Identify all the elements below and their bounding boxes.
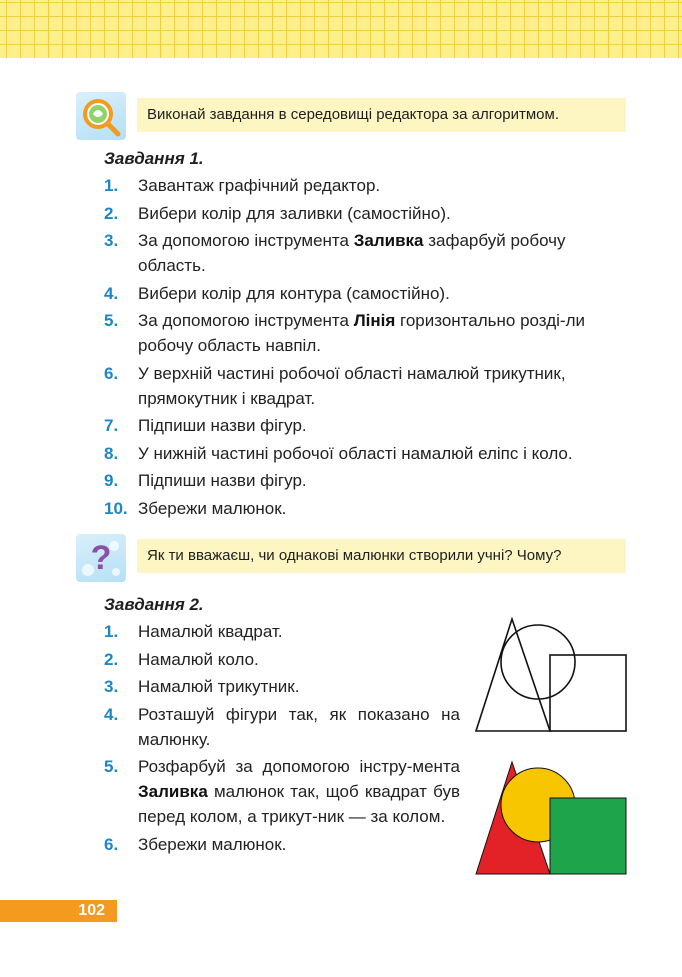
- question-icon: [76, 534, 126, 582]
- outline-shapes-figure: [472, 615, 632, 735]
- question-banner: Як ти вважаєш, чи однакові малюнки створили учні? Чому?: [137, 539, 626, 573]
- step-number: 4.: [104, 283, 119, 303]
- task-2-title: Завдання 2.: [104, 595, 204, 614]
- step-number: 1.: [104, 622, 119, 641]
- page-number: 102: [78, 902, 105, 919]
- step-number: 8.: [104, 443, 119, 463]
- list-item: 6. У верхній частині робочої області намалюй трикутник, прямокутник і квадрат.: [104, 361, 632, 411]
- task-2-steps: [104, 619, 460, 859]
- outline-circle: [501, 625, 575, 699]
- list-item: 4. Вибери колір для контура (самостійно).: [104, 281, 632, 306]
- step-number: 6.: [104, 363, 119, 383]
- list-item: 2. Вибери колір для заливки (самостійно).: [104, 201, 632, 226]
- filled-square: [550, 798, 626, 874]
- svg-text:?: ?: [90, 539, 112, 577]
- step-number: 1.: [104, 176, 119, 195]
- tool-name: Заливка: [353, 231, 424, 250]
- step-number: 9.: [104, 471, 119, 490]
- list-item: 5. Розфарбуй за допомогою інстру-мента Заливка малюнок так, щоб квадрат був перед колом, а трикут-ник — за колом.: [104, 754, 460, 829]
- step-number: 3.: [104, 231, 119, 250]
- list-item: 6. Збережи малюнок.: [104, 832, 460, 857]
- task-1-title: Завдання 1.: [104, 149, 204, 168]
- list-item: 2. Намалюй коло.: [104, 647, 460, 672]
- step-number: 5.: [104, 311, 119, 330]
- list-item: 3. Намалюй трикутник.: [104, 674, 460, 699]
- list-item: 5. За допомогою інструмента Лінія горизонтально розді-ли робочу область навпіл.: [104, 308, 632, 358]
- step-number: 6.: [104, 834, 119, 854]
- step-number: 7.: [104, 416, 119, 435]
- list-item: 4. Розташуй фігури так, як показано на малюнку.: [104, 702, 460, 752]
- magnifier-icon: [76, 92, 126, 140]
- outline-square: [550, 655, 626, 731]
- step-number: 10.: [104, 498, 128, 518]
- instruction-banner: Виконай завдання в середовищі редактора за алгоритмом.: [137, 98, 626, 132]
- list-item: 10. Збережи малюнок.: [104, 496, 632, 521]
- list-item: 3. За допомогою інструмента Заливка зафарбуй робочу область.: [104, 228, 632, 278]
- list-item: 7. Підпиши назви фігур.: [104, 413, 632, 438]
- filled-shapes-figure: [472, 758, 632, 878]
- header-grid-decoration: [0, 0, 682, 58]
- step-number: 5.: [104, 757, 119, 776]
- tool-name: Лінія: [353, 311, 396, 330]
- step-number: 3.: [104, 677, 119, 696]
- tool-name: Заливка: [138, 782, 208, 801]
- list-item: 8. У нижній частині робочої області намалюй еліпс і коло.: [104, 441, 632, 466]
- task-1-steps: [104, 173, 632, 523]
- list-item: 1. Намалюй квадрат.: [104, 619, 460, 644]
- step-number: 2.: [104, 649, 119, 669]
- page-number-bar: [0, 900, 117, 922]
- step-number: 4.: [104, 704, 119, 724]
- step-number: 2.: [104, 203, 119, 223]
- list-item: 9. Підпиши назви фігур.: [104, 468, 632, 493]
- list-item: 1. Завантаж графічний редактор.: [104, 173, 632, 198]
